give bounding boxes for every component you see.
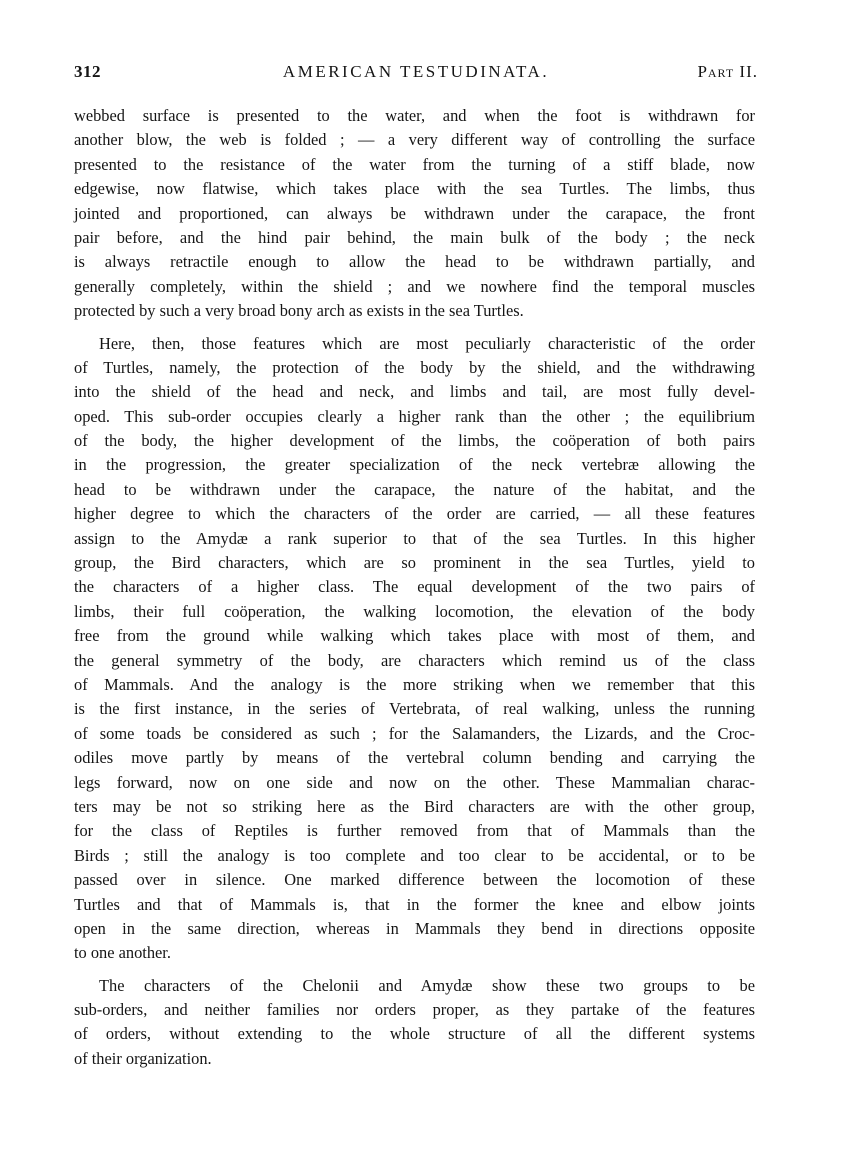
text-line: odiles move partly by means of the vertebral column bending and carrying the (74, 748, 755, 768)
text-line: legs forward, now on one side and now on the other. These Mammalian charac- (74, 772, 755, 792)
text-line: another blow, the web is folded ; — a very different way of controlling the surface (74, 130, 755, 150)
text-line: The characters of the Chelonii and Amydæ show these two groups to be (99, 975, 755, 995)
text-line: of the body, the higher development of the limbs, the coöperation of both pairs (74, 431, 755, 451)
text-line: of Mammals. And the analogy is the more striking when we remember that this (74, 674, 755, 694)
text-line: edgewise, now flatwise, which takes place with the sea Turtles. The limbs, thus (74, 179, 755, 199)
text-line: ters may be not so striking here as the Bird characters are with the other group, (74, 796, 755, 816)
paragraph (74, 332, 755, 966)
text-line: Here, then, those features which are most peculiarly characteristic of the order (99, 333, 755, 353)
text-line: jointed and proportioned, can always be withdrawn under the carapace, the front (74, 203, 755, 223)
text-line: of Turtles, namely, the protection of the body by the shield, and the withdrawing (74, 357, 755, 377)
part-label: Part II. (697, 62, 758, 81)
text-line: in the progression, the greater specialization of the neck vertebræ allowing the (74, 455, 755, 475)
text-line: higher degree to which the characters of the order are carried, — all these features (74, 504, 755, 524)
text-line: free from the ground while walking which takes place with most of them, and (74, 626, 755, 646)
text-line: limbs, their full coöperation, the walking locomotion, the elevation of the body (74, 601, 755, 621)
text-line: of orders, without extending to the whole structure of all the different systems (74, 1024, 755, 1044)
paragraph (74, 974, 755, 1072)
text-line: for the class of Reptiles is further removed from that of Mammals than the (74, 821, 755, 841)
text-line: of some toads be considered as such ; for the Salamanders, the Lizards, and the Croc- (74, 723, 755, 743)
text-line: is the first instance, in the series of Vertebrata, of real walking, unless the running (74, 699, 755, 719)
text-line: group, the Bird characters, which are so prominent in the sea Turtles, yield to (74, 553, 755, 573)
text-line: passed over in silence. One marked difference between the locomotion of these (74, 870, 755, 890)
text-line: open in the same direction, whereas in Mammals they bend in directions opposite (74, 918, 755, 938)
text-line: of their organization. (74, 1048, 212, 1068)
text-line: into the shield of the head and neck, and limbs and tail, are most fully devel- (74, 382, 755, 402)
text-body (74, 104, 755, 1071)
text-line: head to be withdrawn under the carapace, the nature of the habitat, and the (74, 479, 755, 499)
text-line: is always retractile enough to allow the head to be withdrawn partially, and (74, 252, 755, 272)
text-line: assign to the Amydæ a rank superior to that of the sea Turtles. In this higher (74, 528, 755, 548)
text-line: Turtles and that of Mammals is, that in the former the knee and elbow joints (74, 894, 755, 914)
paragraph-gap (74, 966, 755, 974)
text-line: Birds ; still the analogy is too complete and too clear to be accidental, or to be (74, 845, 755, 865)
page-number: 312 (74, 62, 101, 81)
running-head (74, 62, 758, 88)
text-line: webbed surface is presented to the water, and when the foot is withdrawn for (74, 106, 755, 125)
text-line: sub-orders, and neither families nor orders proper, as they partake of the features (74, 1000, 755, 1020)
paragraph (74, 104, 755, 324)
text-line: oped. This sub-order occupies clearly a higher rank than the other ; the equilibrium (74, 406, 755, 426)
text-line: the general symmetry of the body, are characters which remind us of the class (74, 650, 755, 670)
paragraph-gap (74, 324, 755, 332)
text-line: the characters of a higher class. The equal development of the two pairs of (74, 577, 755, 597)
text-line: to one another. (74, 943, 171, 963)
running-title: AMERICAN TESTUDINATA. (282, 62, 550, 81)
text-line: presented to the resistance of the water from the turning of a stiff blade, now (74, 154, 755, 174)
text-line: protected by such a very broad bony arch as exists in the sea Turtles. (74, 301, 524, 321)
text-line: generally completely, within the shield ; and we nowhere find the temporal muscles (74, 276, 755, 296)
text-line: pair before, and the hind pair behind, the main bulk of the body ; the neck (74, 227, 755, 247)
